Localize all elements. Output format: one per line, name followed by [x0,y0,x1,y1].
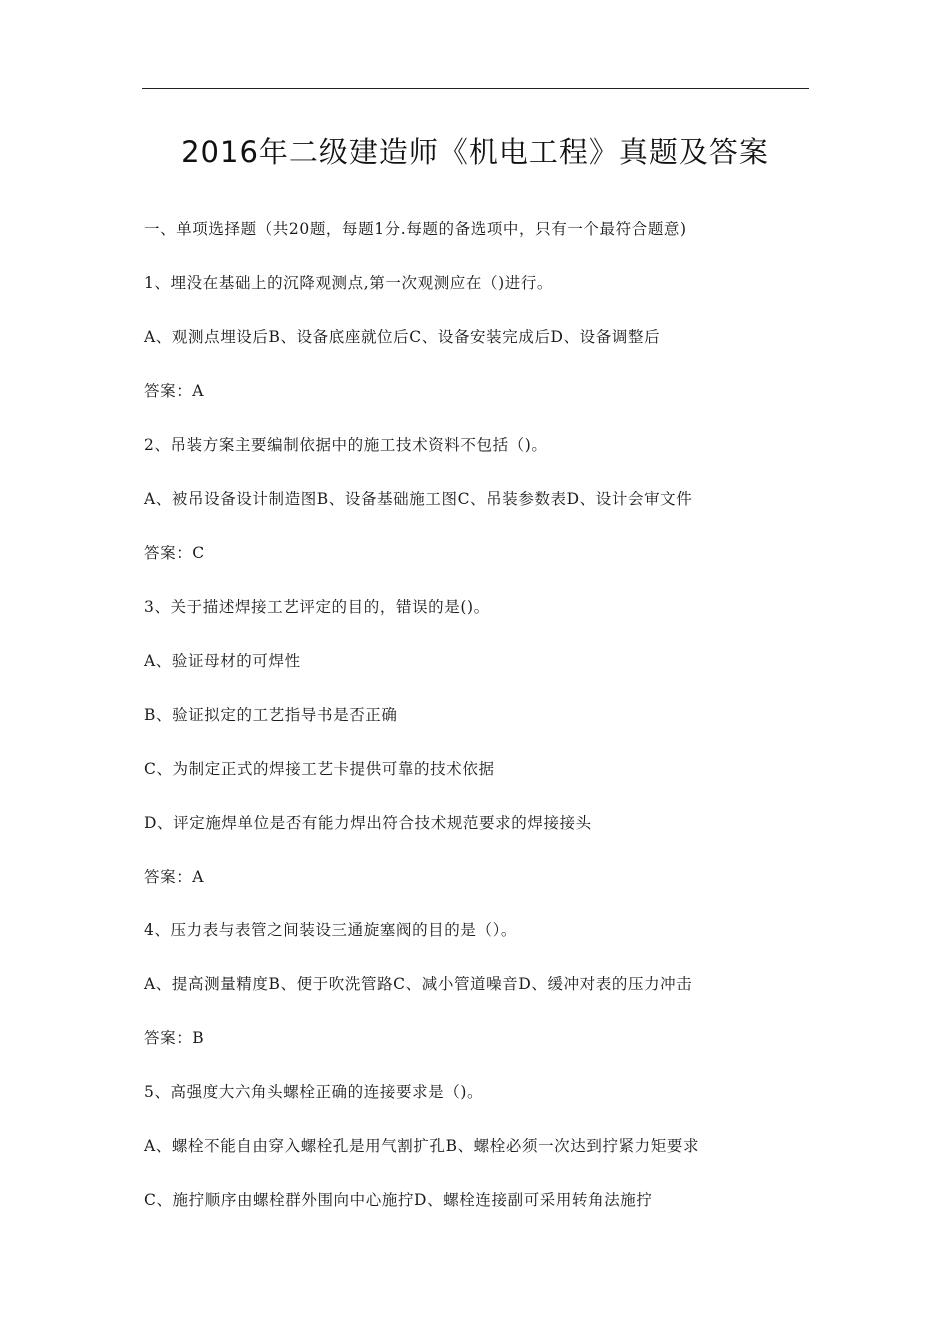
document-title: 2016年二级建造师《机电工程》真题及答案 [181,135,769,169]
question-3-option-d: D、评定施焊单位是否有能力焊出符合技术规范要求的焊接接头 [144,814,592,832]
question-2: 2、吊装方案主要编制依据中的施工技术资料不包括（)。 [144,436,548,454]
question-3: 3、关于描述焊接工艺评定的目的，错误的是()。 [144,598,490,616]
question-1-answer: 答案：A [144,382,205,400]
question-4: 4、压力表与表管之间装设三通旋塞阀的目的是（）。 [144,921,518,939]
question-5-options-cd: C、施拧顺序由螺栓群外围向中心施拧D、螺栓连接副可采用转角法施拧 [144,1191,653,1209]
header-rule [142,88,809,89]
question-2-answer: 答案：C [144,544,205,562]
question-5-options-ab: A、螺栓不能自由穿入螺栓孔是用气割扩孔B、螺栓必须一次达到拧紧力矩要求 [144,1137,700,1155]
question-3-option-c: C、为制定正式的焊接工艺卡提供可靠的技术依据 [144,760,495,778]
question-3-option-b: B、验证拟定的工艺指导书是否正确 [144,706,398,724]
question-1: 1、埋没在基础上的沉降观测点,第一次观测应在（)进行。 [144,274,554,292]
question-3-answer: 答案：A [144,868,205,886]
question-5: 5、高强度大六角头螺栓正确的连接要求是（)。 [144,1083,484,1101]
section-heading: 一、单项选择题（共20题，每题1分.每题的备选项中，只有一个最符合题意) [144,220,687,238]
question-1-options: A、观测点埋设后B、设备底座就位后C、设备安装完成后D、设备调整后 [144,328,661,346]
question-2-options: A、被吊设备设计制造图B、设备基础施工图C、吊装参数表D、设计会审文件 [144,490,693,508]
question-3-option-a: A、验证母材的可焊性 [144,652,301,670]
question-4-answer: 答案：B [144,1029,205,1047]
question-4-options: A、提高测量精度B、便于吹洗管路C、减小管道噪音D、缓冲对表的压力冲击 [144,975,693,993]
